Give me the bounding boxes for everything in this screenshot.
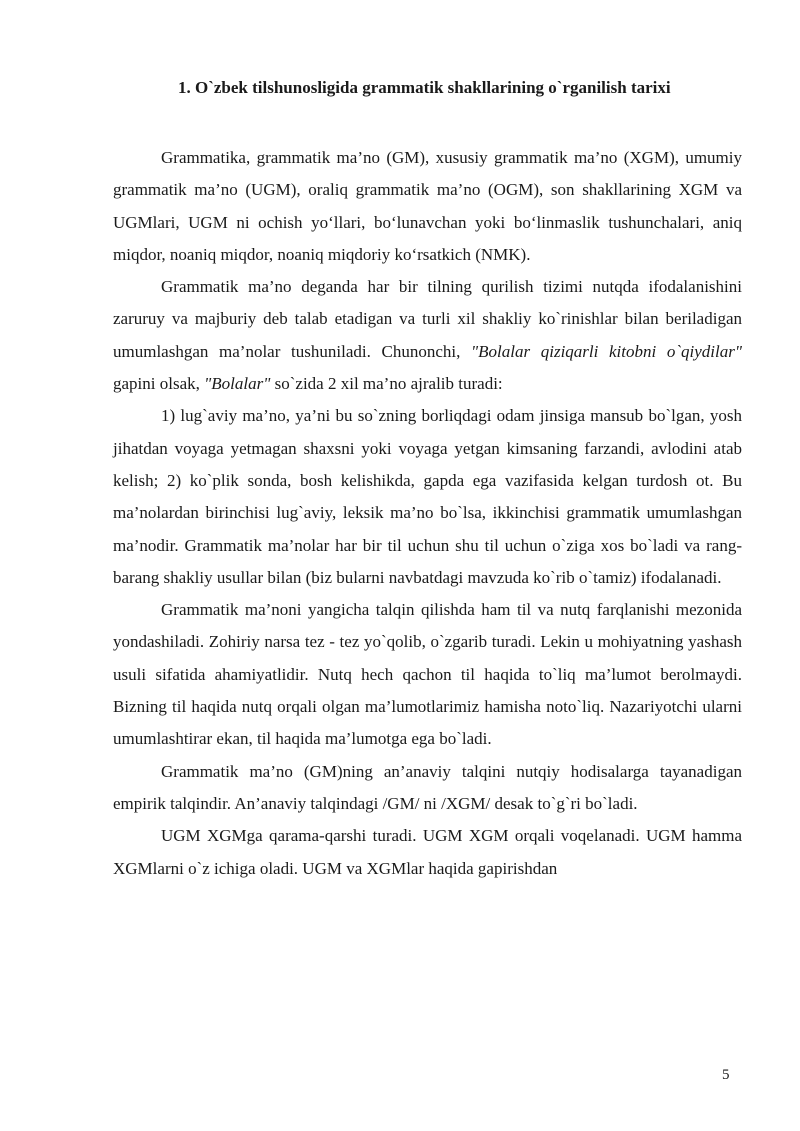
body-text (113, 142, 742, 885)
paragraph-terms: Grammatika, grammatik ma’no (GM), xususiy grammatik ma’no (XGM), umumiy grammatik ma’no (UGM), oraliq grammatik ma’no (OGM), son shakllarining XGM va UGMlari, UGM ni ochish yo‘llari, bo‘lunavchan yoki bo‘linmaslik tushunchalari, aniq miqdor, noaniq miqdor, noaniq miqdoriy ko‘rsatkich (NMK). (113, 148, 742, 264)
page-number: 5 (722, 1067, 730, 1083)
paragraph-text: so`zida 2 xil ma’no ajralib turadi: (270, 374, 503, 394)
example-word: "Bolalar" (204, 374, 271, 394)
paragraph-traditional-interpretation: Grammatik ma’no (GM)ning an’anaviy talqini nutqiy hodisalarga tayanadigan empirik talqindir. An’anaviy talqindagi /GM/ ni /XGM/ desak to`g`ri bo`ladi. (113, 761, 742, 813)
paragraph-new-interpretation: Grammatik ma’noni yangicha talqin qilishda ham til va nutq farqlanishi mezonida yondashiladi. Zohiriy narsa tez - tez yo`qolib, o`zgarib turadi. Lekin u mohiyatning yashash usuli sifatida ahamiyatlidir. Nutq hech qachon til haqida to`liq ma’lumot berolmaydi. Bizning til haqida nutq orqali olgan ma’lumotlarimiz hamisha noto`liq. Nazariyotchi ularni umumlashtirar ekan, til haqida ma’lumotga ega bo`ladi. (113, 600, 742, 749)
section-heading: 1. O`zbek tilshunosligida grammatik shakllarining o`rganilish tarixi (178, 78, 671, 97)
paragraph-ugm-xgm: UGM XGMga qarama-qarshi turadi. UGM XGM orqali voqelanadi. UGM hamma XGMlarni o`z ichiga oladi. UGM va XGMlar haqida gapirishdan (113, 826, 742, 878)
paragraph-meanings-list: 1) lug`aviy ma’no, ya’ni bu so`zning borliqdagi odam jinsiga mansub bo`lgan, yosh jihatdan voyaga yetmagan shaxsni yoki voyaga yetgan kimsaning farzandi, avlodini atab kelish; 2) ko`plik sonda, bosh kelishikda, gapda ega vazifasida kelgan turdosh ot. Bu ma’nolardan birinchisi lug`aviy, leksik ma’no bo`lsa, ikkinchisi grammatik umumlashgan ma’nodir. Grammatik ma’nolar har bir til uchun shu til uchun o`ziga xos bo`ladi va rang-barang shakliy usullar bilan (biz bularni navbatdagi mavzuda ko`rib o`tamiz) ifodalanadi. (113, 406, 742, 587)
example-sentence: "Bolalar qiziqarli kitobni o`qiydilar" (471, 341, 742, 361)
paragraph-text: gapini olsak, (113, 374, 205, 394)
paragraph-grammatical-meaning (113, 271, 742, 400)
paragraph-text: Grammatik ma’no deganda har bir tilning qurilish tizimi nutqda ifodalanishini zaruruy va majburiy deb talab etadigan va turli xil shakliy ko`rinishlar bilan beriladigan umumlashgan ma’nolar tushuniladi. Chunonchi, (113, 277, 742, 361)
